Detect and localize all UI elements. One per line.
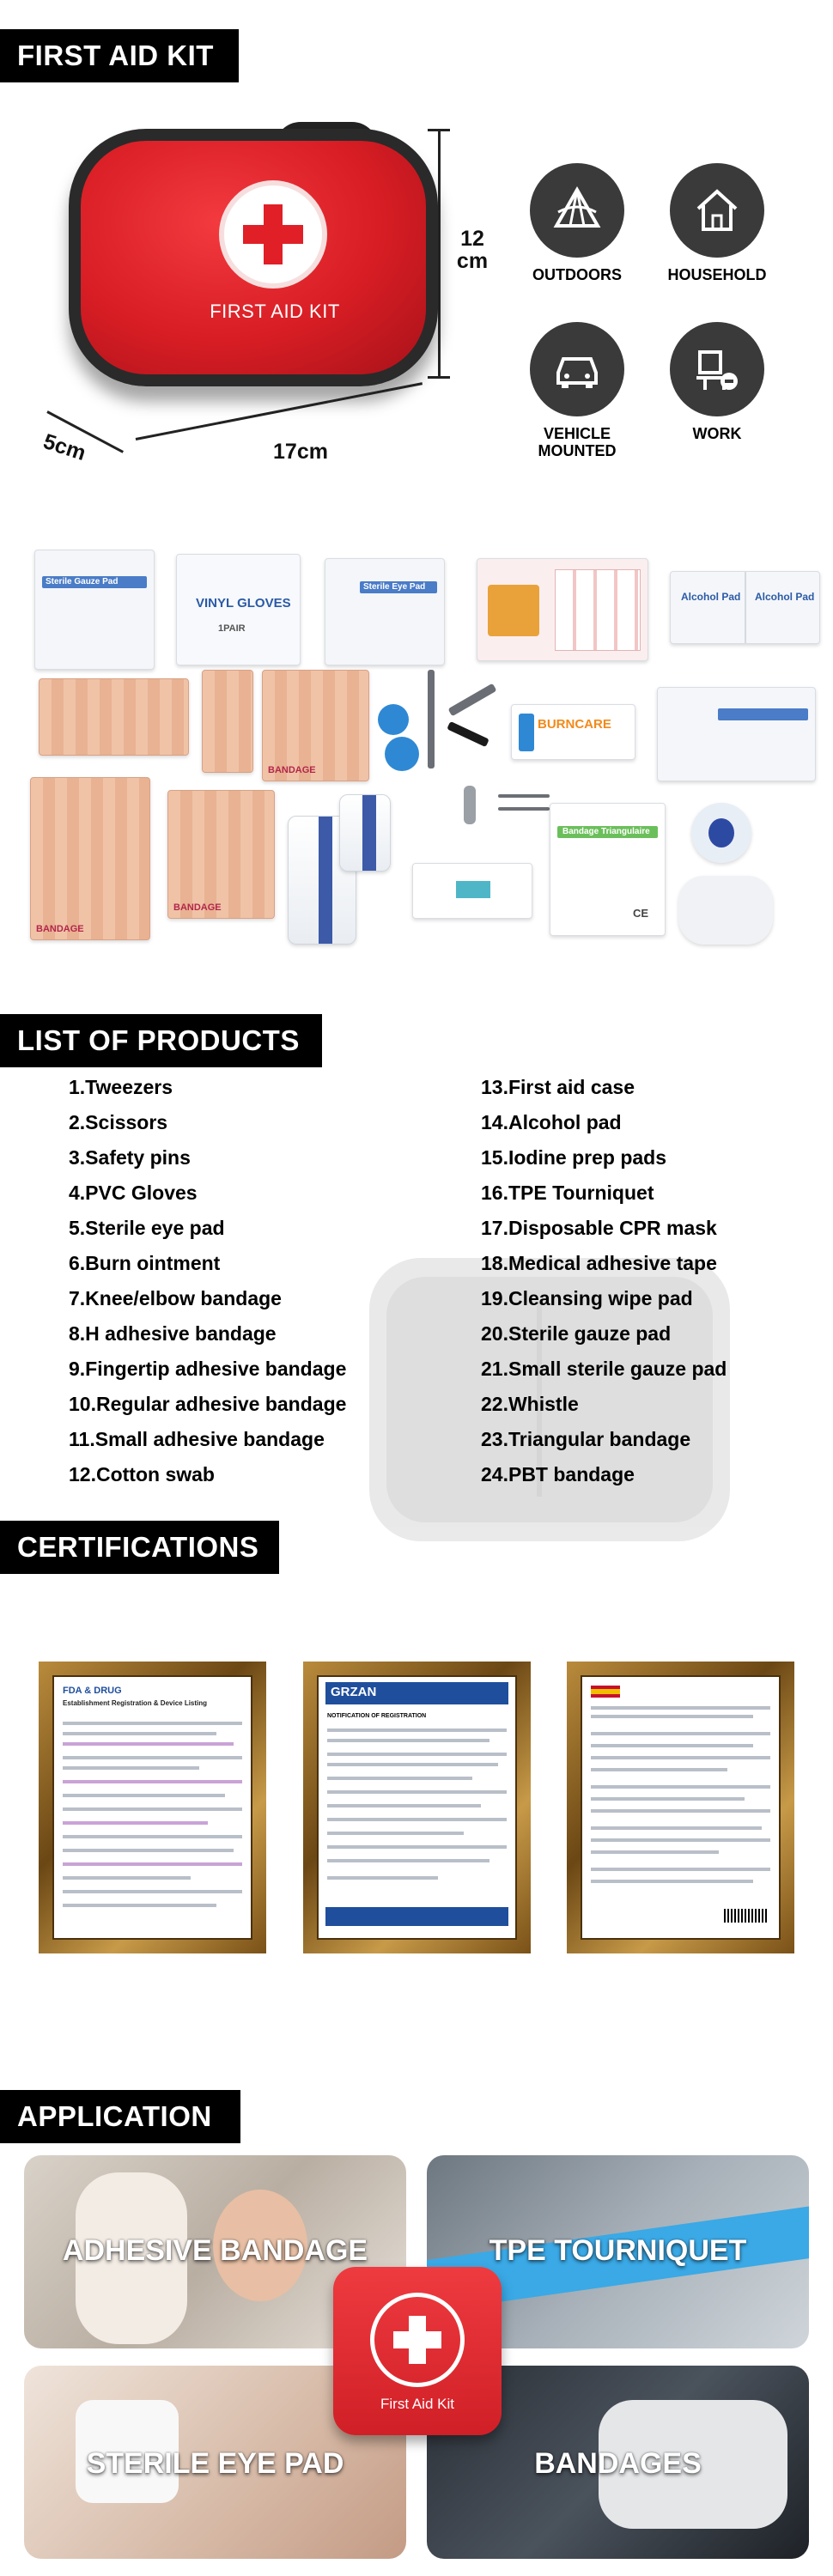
width-dimension-line: [136, 382, 423, 440]
small-adhesive-bandage: BANDAGE: [167, 790, 275, 919]
list-item: 24.PBT bandage: [481, 1463, 635, 1485]
list-item: 11.Small adhesive bandage: [69, 1428, 325, 1450]
knee-elbow-bandage: BANDAGE: [262, 670, 369, 781]
list-item: 17.Disposable CPR mask: [481, 1217, 717, 1239]
list-item: 13.First aid case: [481, 1076, 635, 1098]
list-item: 14.Alcohol pad: [481, 1111, 622, 1133]
cross-icon: [370, 2293, 465, 2387]
use-label-vehicle-mounted: VEHICLE MOUNTED: [538, 425, 617, 459]
h-adhesive-bandage: [39, 678, 189, 756]
application-tpe-tourniquet: TPE TOURNIQUET: [427, 2155, 809, 2348]
certificate-fda-header: FDA & DRUG: [63, 1686, 122, 1696]
certificate-fda-subtitle: Establishment Registration & Device Listing: [63, 1699, 208, 1707]
list-item: 9.Fingertip adhesive bandage: [69, 1358, 347, 1380]
application-sterile-eye-pad: STERILE EYE PAD: [24, 2366, 406, 2559]
alcohol-pads: Alcohol Pad Alcohol Pad: [670, 571, 820, 644]
certificate-spanish-frame: [567, 1662, 794, 1953]
tent-icon: [530, 163, 624, 258]
triangular-bandage: Bandage Triangulaire CE: [550, 803, 666, 936]
list-item: 18.Medical adhesive tape: [481, 1252, 717, 1274]
certificate-grzan-header: GRZAN: [331, 1685, 377, 1699]
list-item: 10.Regular adhesive bandage: [69, 1393, 347, 1415]
regular-adhesive-bandage: BANDAGE: [30, 777, 150, 940]
application-bandages: BANDAGES: [427, 2366, 809, 2559]
width-dimension-label: 17cm: [273, 440, 328, 464]
certificate-grzan-subtitle: NOTIFICATION OF REGISTRATION: [327, 1713, 427, 1719]
small-sterile-gauze-pad: [657, 687, 816, 781]
vinyl-gloves: VINYL GLOVES 1PAIR: [176, 554, 301, 665]
list-item: 3.Safety pins: [69, 1146, 191, 1169]
pbt-bandage-roll-2: [339, 794, 391, 872]
cpr-mask: [691, 803, 751, 863]
list-item: 21.Small sterile gauze pad: [481, 1358, 727, 1380]
cotton-swab-and-iodine: [477, 558, 648, 661]
first-aid-kit-logo: [333, 2267, 502, 2435]
section-title-application: APPLICATION: [0, 2090, 240, 2143]
list-item: 12.Cotton swab: [69, 1463, 215, 1485]
list-item: 5.Sterile eye pad: [69, 1217, 225, 1239]
list-item: 4.PVC Gloves: [69, 1182, 198, 1204]
use-label-outdoors: OUTDOORS: [532, 266, 622, 283]
burn-ointment: BURNCARE: [511, 704, 635, 760]
depth-dimension-label: 5cm: [40, 428, 89, 466]
car-icon: [530, 322, 624, 416]
certificate-fda-frame: [39, 1662, 266, 1953]
list-item: 23.Triangular bandage: [481, 1428, 691, 1450]
work-icon: [670, 322, 764, 416]
list-item: 7.Knee/elbow bandage: [69, 1287, 282, 1309]
list-item: 16.TPE Tourniquet: [481, 1182, 654, 1204]
sterile-gauze-pad: Sterile Gauze Pad: [34, 550, 155, 670]
height-dimension-line: [438, 129, 441, 378]
use-label-household: HOUSEHOLD: [667, 266, 767, 283]
cleansing-wipe-pad: [412, 863, 532, 919]
list-item: 20.Sterile gauze pad: [481, 1322, 672, 1345]
medical-adhesive-tape: [678, 876, 773, 945]
list-item: 22.Whistle: [481, 1393, 579, 1415]
application-adhesive-bandage: ADHESIVE BANDAGE: [24, 2155, 406, 2348]
section-title-certifications: CERTIFICATIONS: [0, 1521, 279, 1574]
list-item: 1.Tweezers: [69, 1076, 173, 1098]
list-item: 2.Scissors: [69, 1111, 168, 1133]
house-icon: [670, 163, 764, 258]
certificate-grzan-frame: [303, 1662, 531, 1953]
use-label-work: WORK: [692, 425, 742, 442]
height-dimension-cap-top: [428, 129, 450, 131]
barcode: [724, 1909, 767, 1923]
kit-case-label: FIRST AID KIT: [210, 301, 340, 322]
height-dimension-label: 12 cm: [456, 227, 489, 273]
list-item: 15.Iodine prep pads: [481, 1146, 666, 1169]
section-title-list-of-products: LIST OF PRODUCTS: [0, 1014, 322, 1067]
fingertip-adhesive-bandage: [202, 670, 253, 773]
list-item: 19.Cleansing wipe pad: [481, 1287, 693, 1309]
red-cross-icon: [219, 180, 327, 289]
section-title-first-aid-kit: FIRST AID KIT: [0, 29, 239, 82]
logo-text: First Aid Kit: [380, 2396, 454, 2412]
sterile-eye-pad: Sterile Eye Pad: [325, 558, 445, 665]
height-dimension-cap-bottom: [428, 376, 450, 379]
list-item: 6.Burn ointment: [69, 1252, 221, 1274]
list-item: 8.H adhesive bandage: [69, 1322, 277, 1345]
